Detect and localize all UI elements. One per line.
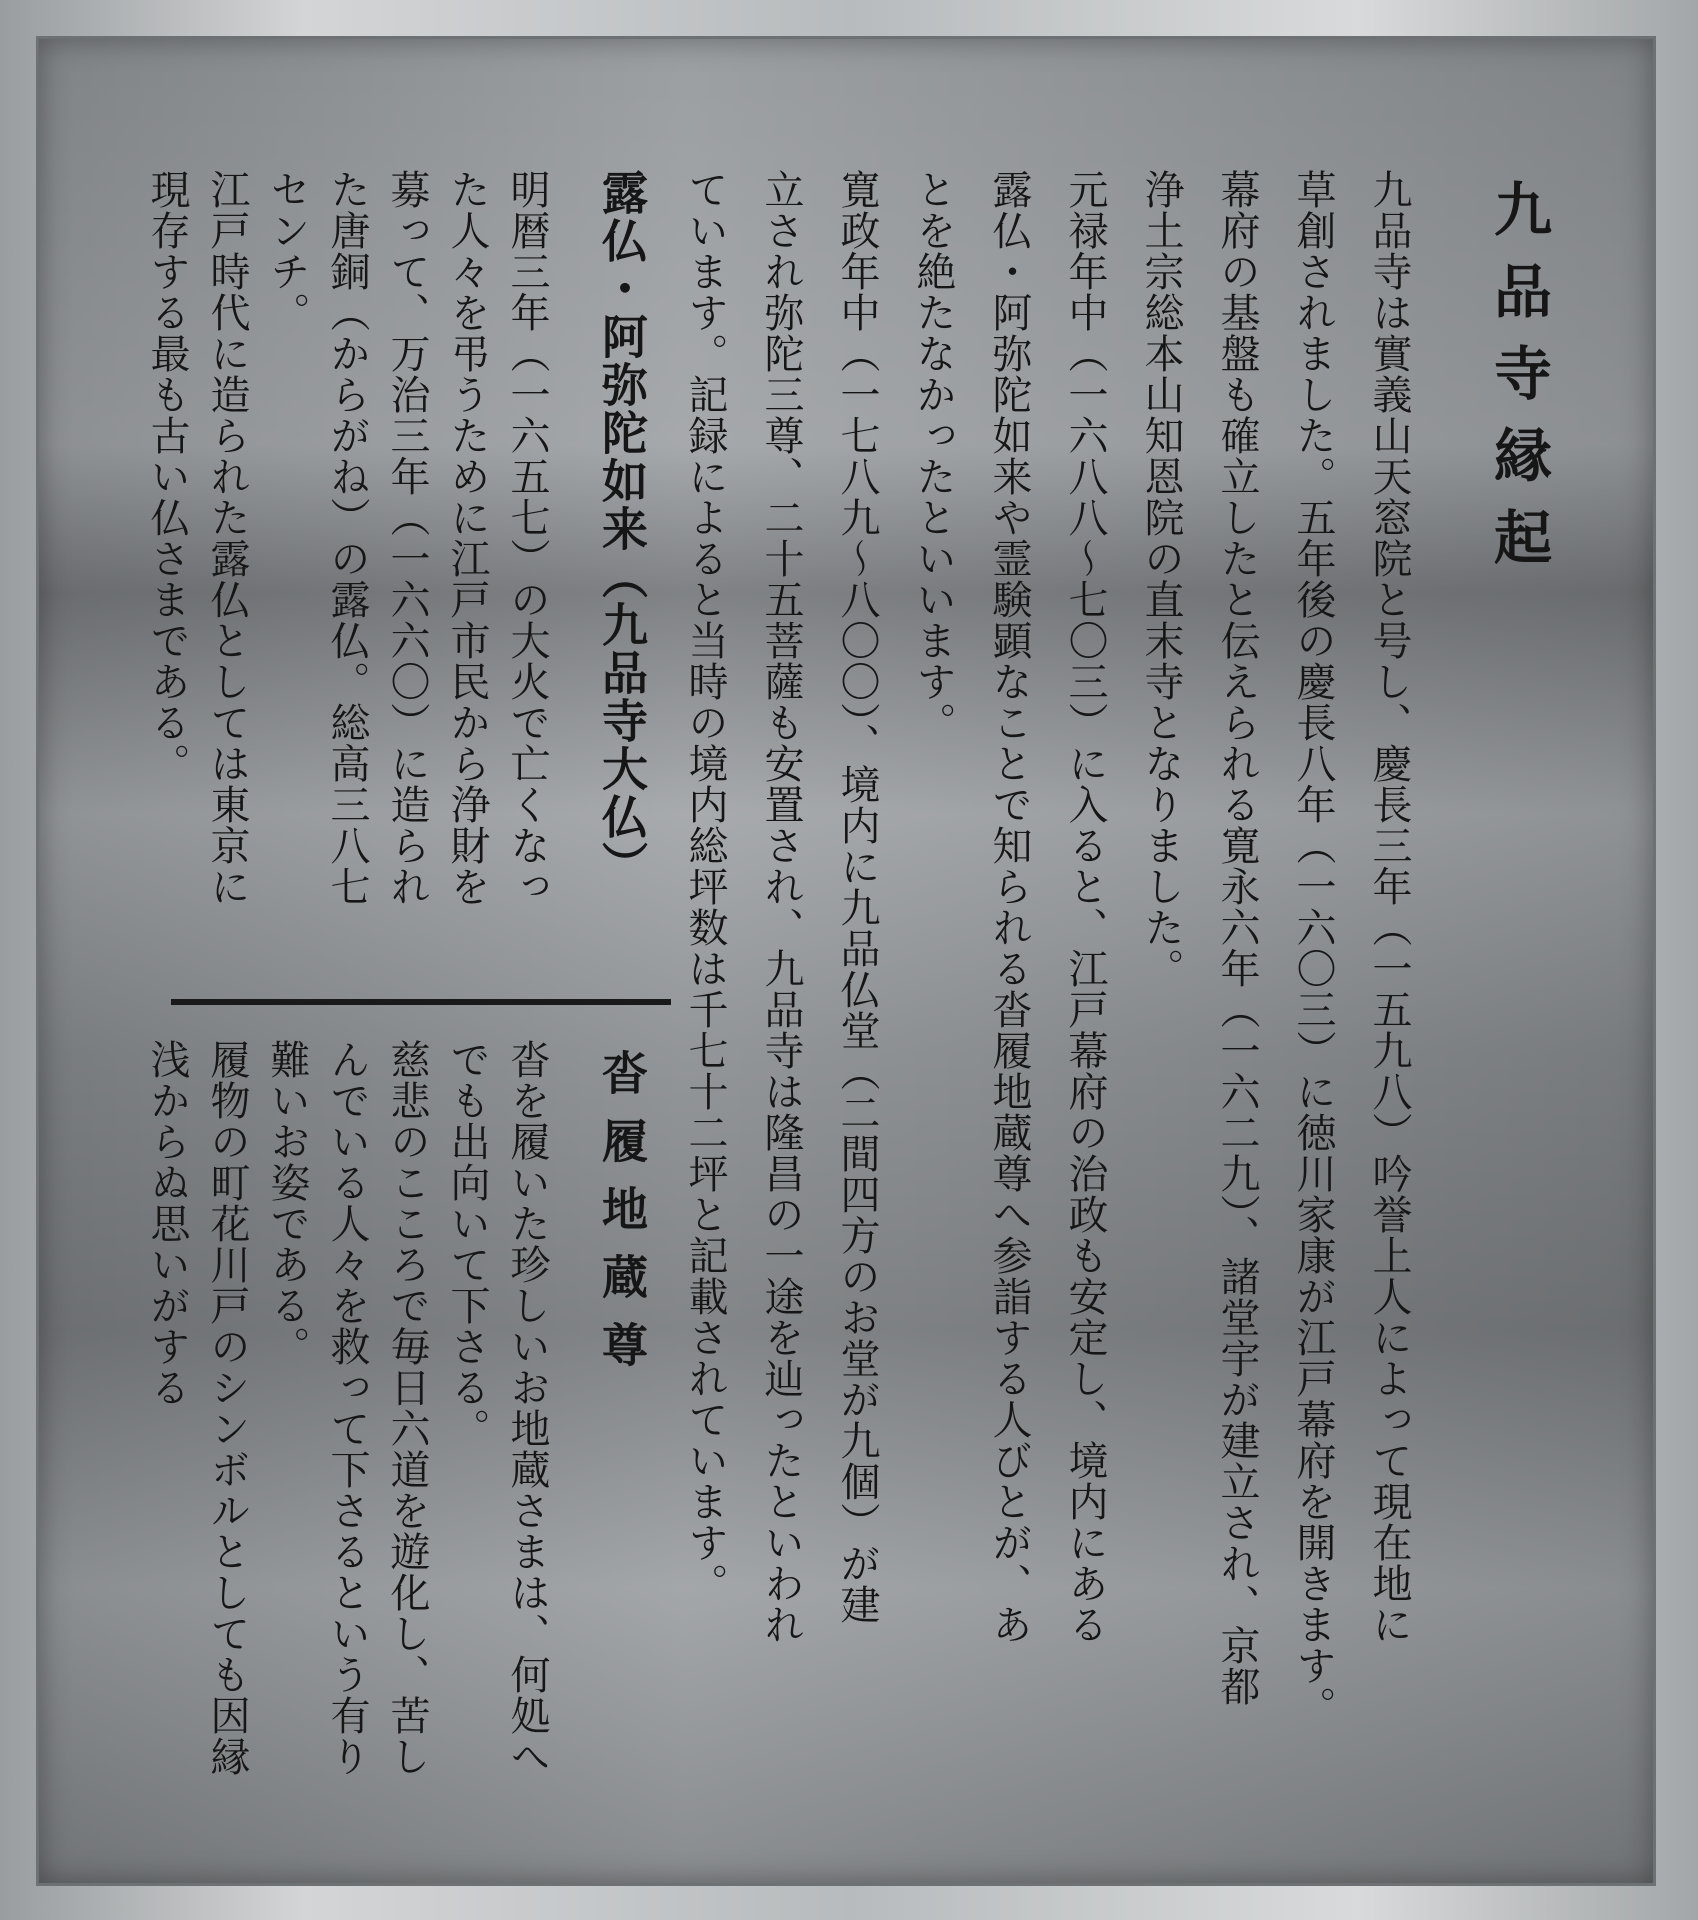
sign-title: 九品寺縁起 (1484, 179, 1552, 589)
section1-text-line: 現存する最も古い仏さまである。 (144, 169, 190, 784)
main-text-line: とを絶たなかったといいます。 (910, 169, 956, 743)
section2-text-line: 沓を履いた珍しいお地蔵さまは、何処へ (504, 1039, 550, 1777)
main-text-line: 露仏・阿弥陀如来や霊験顕なことで知られる沓履地蔵尊へ参詣する人びとが、あ (986, 169, 1032, 1645)
section1-text-line: センチ。 (264, 169, 310, 333)
section1-text-line: 明暦三年（一六五七）の大火で亡くなっ (504, 169, 550, 907)
section1-text-line: た唐銅（からがね）の露仏。総高三八七 (324, 169, 370, 907)
section2-text-line: 浅からぬ思いがする (144, 1039, 190, 1408)
main-text-line: ています。記録によると当時の境内総坪数は千七十二坪と記載されています。 (682, 169, 728, 1604)
section1-text-line: 江戸時代に造られた露仏としては東京に (204, 169, 250, 907)
section2-text-line: 難いお姿である。 (264, 1039, 310, 1367)
section1-text-line: 募って、万治三年（一六六〇）に造られ (384, 169, 430, 907)
section1-heading: 露仏・阿弥陀如来（九品寺大仏） (595, 169, 649, 889)
section2-text-line: でも出向いて下さる。 (444, 1039, 490, 1449)
main-text-line: 浄土宗総本山知恩院の直末寺となりました。 (1138, 169, 1184, 989)
sign-panel (36, 36, 1656, 1886)
section1-text-line: た人々を弔うために江戸市民から浄財を (444, 169, 490, 907)
main-text-line: 幕府の基盤も確立したと伝えられる寛永六年（一六二九）、諸堂宇が建立され、京都 (1214, 169, 1260, 1707)
main-text-line: 九品寺は實義山天窓院と号し、慶長三年（一五九八）吟誉上人によって現在地に (1366, 169, 1412, 1645)
section2-heading: 沓履地蔵尊 (595, 1049, 649, 1389)
main-text-line: 寛政年中（一七八九〜八〇〇）、境内に九品仏堂（二間四方のお堂が九個）が建 (834, 169, 880, 1625)
section2-text-line: んでいる人々を救って下さるという有り (324, 1039, 370, 1777)
section2-text-line: 履物の町花川戸のシンボルとしても因縁 (204, 1039, 250, 1777)
section2-text-line: 慈悲のこころで毎日六道を遊化し、苦し (384, 1039, 430, 1777)
main-text-line: 立され弥陀三尊、二十五菩薩も安置され、九品寺は隆昌の一途を辿ったといわれ (758, 169, 804, 1645)
main-text-line: 草創されました。五年後の慶長八年（一六〇三）に徳川家康が江戸幕府を開きます。 (1290, 169, 1336, 1727)
section-divider (171, 999, 671, 1005)
main-text-line: 元禄年中（一六八八〜七〇三）に入ると、江戸幕府の治政も安定し、境内にある (1062, 169, 1108, 1645)
